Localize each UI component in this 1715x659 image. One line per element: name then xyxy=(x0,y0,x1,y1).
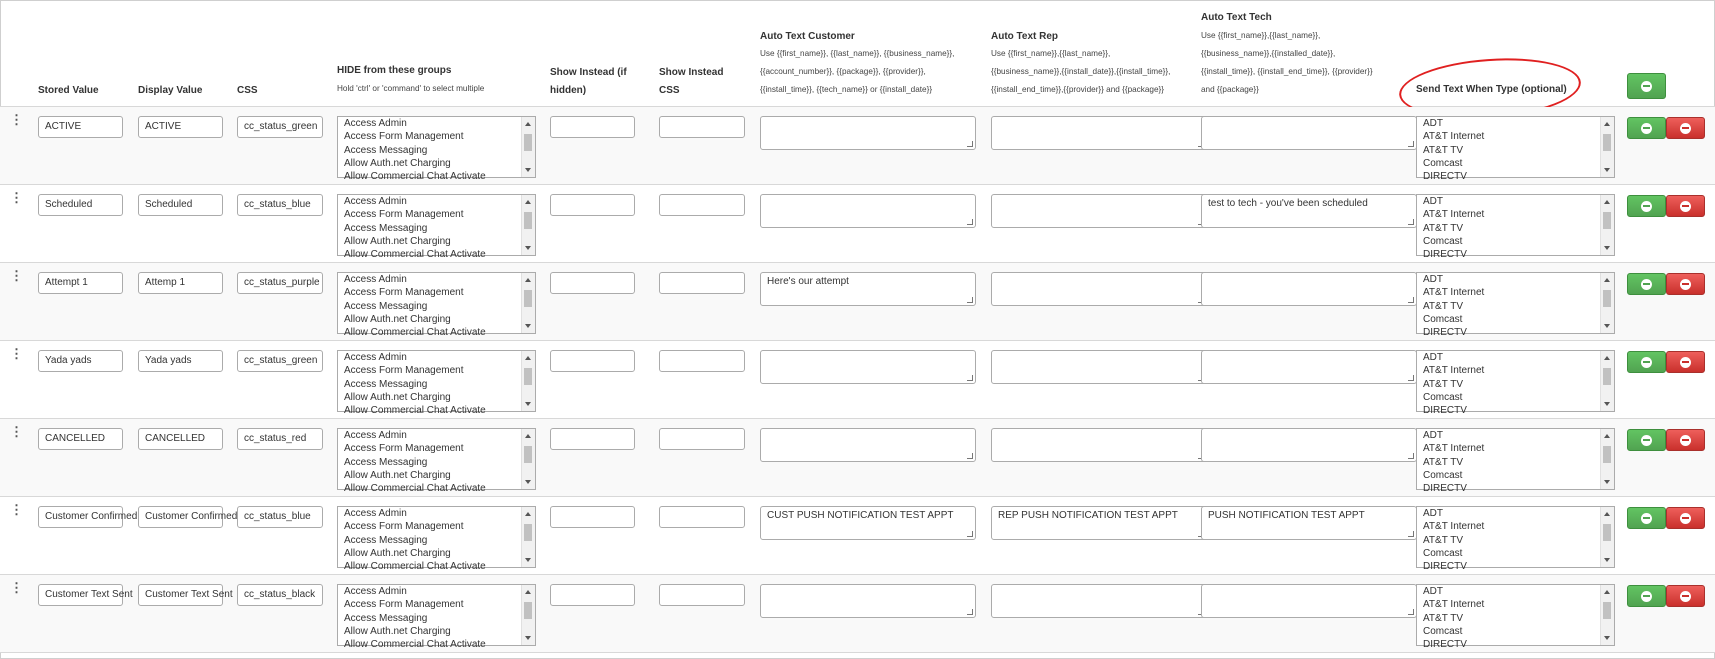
css-class-input[interactable]: cc_status_black xyxy=(237,584,323,606)
scroll-thumb[interactable] xyxy=(1603,212,1611,229)
scroll-thumb[interactable] xyxy=(524,524,532,541)
header-auto-customer-note-1: Use {{first_name}}, {{last_name}}, {{business_name}}, xyxy=(760,49,955,58)
table-row xyxy=(0,497,1715,575)
send-text-type-select[interactable] xyxy=(1416,350,1615,417)
type-option[interactable]: Comcast xyxy=(1423,625,1463,637)
group-option[interactable]: Allow Auth.net Charging xyxy=(344,547,451,559)
minus-circle-icon xyxy=(1641,81,1652,92)
header-auto-tech-note-2: {{business_name}},{{installed_date}}, xyxy=(1201,49,1336,58)
stored-value-input[interactable]: ACTIVE xyxy=(38,116,123,138)
type-option[interactable]: AT&T TV xyxy=(1423,612,1464,624)
scroll-thumb[interactable] xyxy=(1603,524,1611,541)
show-instead-css-input[interactable] xyxy=(659,272,745,294)
type-option[interactable]: Comcast xyxy=(1423,235,1463,247)
scroll-up-icon[interactable] xyxy=(525,590,531,594)
scroll-up-icon[interactable] xyxy=(1604,122,1610,126)
scroll-down-icon[interactable] xyxy=(525,480,531,484)
scroll-down-icon[interactable] xyxy=(525,246,531,250)
listbox-scrollbar[interactable] xyxy=(521,117,535,177)
type-option[interactable]: ADT xyxy=(1423,586,1443,597)
group-option[interactable]: Allow Commercial Chat Activate xyxy=(344,327,486,339)
scroll-up-icon[interactable] xyxy=(525,356,531,360)
listbox-scrollbar[interactable] xyxy=(521,585,535,645)
header-send-text-type: Send Text When Type (optional) xyxy=(1416,84,1567,95)
minus-circle-icon xyxy=(1680,435,1691,446)
stored-value-input[interactable]: Scheduled xyxy=(38,194,123,216)
scroll-down-icon[interactable] xyxy=(1604,168,1610,172)
show-instead-css-input[interactable] xyxy=(659,428,745,450)
row-add-button[interactable] xyxy=(1627,585,1666,607)
type-option[interactable]: AT&T TV xyxy=(1423,378,1464,390)
group-option[interactable]: Allow Auth.net Charging xyxy=(344,157,451,169)
auto-text-rep-textarea[interactable] xyxy=(991,584,1207,618)
type-option[interactable]: AT&T Internet xyxy=(1423,365,1485,377)
hide-groups-select[interactable] xyxy=(337,584,536,651)
auto-text-tech-textarea[interactable] xyxy=(1201,584,1417,618)
group-option[interactable]: Access Messaging xyxy=(344,144,428,156)
type-option[interactable]: AT&T Internet xyxy=(1423,131,1485,143)
scroll-up-icon[interactable] xyxy=(1604,590,1610,594)
header-auto-rep-note-3: {{install_end_time}},{{provider}} and {{package}} xyxy=(991,85,1165,94)
group-option[interactable]: Access Form Management xyxy=(344,131,464,143)
scroll-thumb[interactable] xyxy=(524,134,532,151)
group-option[interactable]: Access Admin xyxy=(344,196,407,207)
table-row xyxy=(0,263,1715,341)
show-instead-input[interactable] xyxy=(550,272,635,294)
group-option[interactable]: Access Form Management xyxy=(344,365,464,377)
type-option[interactable]: AT&T TV xyxy=(1423,144,1464,156)
scroll-down-icon[interactable] xyxy=(1604,324,1610,328)
group-option[interactable]: Allow Commercial Chat Activate xyxy=(344,483,486,495)
group-option[interactable]: Access Messaging xyxy=(344,222,428,234)
scroll-down-icon[interactable] xyxy=(1604,246,1610,250)
show-instead-input[interactable] xyxy=(550,428,635,450)
scroll-up-icon[interactable] xyxy=(525,122,531,126)
scroll-up-icon[interactable] xyxy=(525,512,531,516)
listbox-scrollbar[interactable] xyxy=(521,429,535,489)
minus-circle-icon xyxy=(1641,513,1652,524)
show-instead-input[interactable] xyxy=(550,350,635,372)
auto-text-rep-textarea[interactable] xyxy=(991,194,1207,228)
table-row xyxy=(0,107,1715,185)
row-add-button[interactable] xyxy=(1627,429,1666,451)
type-option[interactable]: DIRECTV xyxy=(1423,561,1467,573)
group-option[interactable]: Access Admin xyxy=(344,430,407,441)
scroll-down-icon[interactable] xyxy=(1604,636,1610,640)
group-option[interactable]: Allow Auth.net Charging xyxy=(344,469,451,481)
group-option[interactable]: Access Form Management xyxy=(344,599,464,611)
hide-groups-select[interactable] xyxy=(337,194,536,261)
minus-circle-icon xyxy=(1641,279,1652,290)
minus-circle-icon xyxy=(1680,123,1691,134)
group-option[interactable]: Access Form Management xyxy=(344,287,464,299)
minus-circle-icon xyxy=(1680,591,1691,602)
group-option[interactable]: Access Messaging xyxy=(344,456,428,468)
hide-groups-select[interactable] xyxy=(337,272,536,339)
row-remove-button[interactable] xyxy=(1666,195,1705,217)
auto-text-tech-textarea[interactable] xyxy=(1201,428,1417,462)
group-option[interactable]: Allow Auth.net Charging xyxy=(344,391,451,403)
row-remove-button[interactable] xyxy=(1666,585,1705,607)
group-option[interactable]: Allow Commercial Chat Activate xyxy=(344,405,486,417)
auto-text-tech-textarea[interactable] xyxy=(1201,272,1417,306)
auto-text-customer-textarea[interactable]: Here's our attempt xyxy=(760,272,976,306)
scroll-up-icon[interactable] xyxy=(1604,512,1610,516)
header-show-instead-css-l2: CSS xyxy=(659,85,680,96)
type-option[interactable]: AT&T TV xyxy=(1423,534,1464,546)
type-option[interactable]: ADT xyxy=(1423,508,1443,519)
type-option[interactable]: DIRECTV xyxy=(1423,327,1467,339)
auto-text-tech-textarea[interactable]: test to tech - you've been scheduled xyxy=(1201,194,1417,228)
drag-handle-icon[interactable]: ⋮ xyxy=(10,346,23,361)
scroll-thumb[interactable] xyxy=(524,446,532,463)
type-option[interactable]: AT&T TV xyxy=(1423,456,1464,468)
listbox-scrollbar[interactable] xyxy=(521,273,535,333)
stored-value-input[interactable]: Attempt 1 xyxy=(38,272,123,294)
row-remove-button[interactable] xyxy=(1666,507,1705,529)
listbox-scrollbar[interactable] xyxy=(1600,117,1614,177)
scroll-down-icon[interactable] xyxy=(525,168,531,172)
auto-text-customer-textarea[interactable] xyxy=(760,584,976,618)
scroll-down-icon[interactable] xyxy=(525,558,531,562)
scroll-up-icon[interactable] xyxy=(525,200,531,204)
show-instead-css-input[interactable] xyxy=(659,116,745,138)
header-auto-rep-note-1: Use {{first_name}},{{last_name}}, xyxy=(991,49,1111,58)
table-row xyxy=(0,185,1715,263)
table-row xyxy=(0,419,1715,497)
type-option[interactable]: DIRECTV xyxy=(1423,405,1467,417)
scroll-up-icon[interactable] xyxy=(1604,356,1610,360)
group-option[interactable]: Allow Auth.net Charging xyxy=(344,313,451,325)
group-option[interactable]: Access Form Management xyxy=(344,209,464,221)
css-class-input[interactable]: cc_status_green xyxy=(237,350,323,372)
table-row xyxy=(0,575,1715,653)
send-text-type-select[interactable] xyxy=(1416,194,1615,261)
type-option[interactable]: DIRECTV xyxy=(1423,249,1467,261)
scroll-thumb[interactable] xyxy=(524,212,532,229)
type-option[interactable]: AT&T Internet xyxy=(1423,209,1485,221)
scroll-thumb[interactable] xyxy=(524,602,532,619)
send-text-type-select[interactable] xyxy=(1416,116,1615,183)
auto-text-rep-textarea[interactable] xyxy=(991,116,1207,150)
group-option[interactable]: Access Admin xyxy=(344,274,407,285)
stored-value-input[interactable]: Yada yads xyxy=(38,350,123,372)
group-option[interactable]: Access Messaging xyxy=(344,534,428,546)
minus-circle-icon xyxy=(1680,201,1691,212)
row-remove-button[interactable] xyxy=(1666,273,1705,295)
listbox-scrollbar[interactable] xyxy=(1600,507,1614,567)
type-option[interactable]: DIRECTV xyxy=(1423,483,1467,495)
header-auto-tech-note-1: Use {{first_name}},{{last_name}}, xyxy=(1201,31,1321,40)
header-show-instead-l2: hidden) xyxy=(550,85,587,96)
hide-groups-select[interactable] xyxy=(337,428,536,495)
show-instead-css-input[interactable] xyxy=(659,506,745,528)
header-auto-tech-note-4: and {{package}} xyxy=(1201,85,1259,94)
header-show-instead-css-l1: Show Instead xyxy=(659,67,724,78)
display-value-input[interactable]: Attemp 1 xyxy=(138,272,223,294)
hide-groups-select[interactable] xyxy=(337,350,536,417)
type-option[interactable]: Comcast xyxy=(1423,313,1463,325)
header-auto-rep-note-2: {{business_name}},{{install_date}},{{install_time}}, xyxy=(991,67,1171,76)
header-add-button[interactable] xyxy=(1627,73,1666,99)
type-option[interactable]: DIRECTV xyxy=(1423,639,1467,651)
drag-handle-icon[interactable]: ⋮ xyxy=(10,190,23,205)
listbox-scrollbar[interactable] xyxy=(521,507,535,567)
minus-circle-icon xyxy=(1680,513,1691,524)
auto-text-rep-textarea[interactable]: REP PUSH NOTIFICATION TEST APPT xyxy=(991,506,1207,540)
group-option[interactable]: Allow Commercial Chat Activate xyxy=(344,249,486,261)
display-value-input[interactable]: CANCELLED xyxy=(138,428,223,450)
show-instead-input[interactable] xyxy=(550,506,635,528)
type-option[interactable]: AT&T TV xyxy=(1423,300,1464,312)
scroll-up-icon[interactable] xyxy=(525,278,531,282)
minus-circle-icon xyxy=(1641,591,1652,602)
minus-circle-icon xyxy=(1641,123,1652,134)
row-add-button[interactable] xyxy=(1627,507,1666,529)
scroll-down-icon[interactable] xyxy=(1604,558,1610,562)
scroll-up-icon[interactable] xyxy=(1604,278,1610,282)
header-auto-customer-note-3: {{install_time}}, {{tech_name}} or {{install_date}} xyxy=(760,85,933,94)
scroll-thumb[interactable] xyxy=(1603,368,1611,385)
header-auto-customer-note-2: {{account_number}}, {{package}}, {{provider}}, xyxy=(760,67,926,76)
header-auto-text-tech: Auto Text Tech xyxy=(1201,12,1272,23)
type-option[interactable]: ADT xyxy=(1423,274,1443,285)
row-add-button[interactable] xyxy=(1627,117,1666,139)
send-text-type-select[interactable] xyxy=(1416,584,1615,651)
stored-value-input[interactable]: Customer Text Sent xyxy=(38,584,123,606)
group-option[interactable]: Allow Commercial Chat Activate xyxy=(344,639,486,651)
auto-text-customer-textarea[interactable] xyxy=(760,194,976,228)
show-instead-input[interactable] xyxy=(550,584,635,606)
scroll-thumb[interactable] xyxy=(524,290,532,307)
css-class-input[interactable]: cc_status_red xyxy=(237,428,323,450)
auto-text-customer-textarea[interactable] xyxy=(760,350,976,384)
header-show-instead-l1: Show Instead (if xyxy=(550,67,627,78)
css-class-input[interactable]: cc_status_purple xyxy=(237,272,323,294)
type-option[interactable]: AT&T Internet xyxy=(1423,599,1485,611)
scroll-thumb[interactable] xyxy=(1603,134,1611,151)
group-option[interactable]: Access Admin xyxy=(344,586,407,597)
row-add-button[interactable] xyxy=(1627,273,1666,295)
header-css: CSS xyxy=(237,85,258,96)
send-text-type-select[interactable] xyxy=(1416,506,1615,573)
group-option[interactable]: Access Messaging xyxy=(344,300,428,312)
group-option[interactable]: Access Form Management xyxy=(344,521,464,533)
hide-groups-select[interactable] xyxy=(337,116,536,183)
show-instead-css-input[interactable] xyxy=(659,194,745,216)
display-value-input[interactable]: Scheduled xyxy=(138,194,223,216)
group-option[interactable]: Access Form Management xyxy=(344,443,464,455)
stored-value-input[interactable]: CANCELLED xyxy=(38,428,123,450)
group-option[interactable]: Allow Auth.net Charging xyxy=(344,625,451,637)
group-option[interactable]: Access Admin xyxy=(344,508,407,519)
hide-groups-select[interactable] xyxy=(337,506,536,573)
type-option[interactable]: AT&T TV xyxy=(1423,222,1464,234)
row-add-button[interactable] xyxy=(1627,351,1666,373)
drag-handle-icon[interactable]: ⋮ xyxy=(10,502,23,517)
scroll-down-icon[interactable] xyxy=(525,324,531,328)
show-instead-css-input[interactable] xyxy=(659,584,745,606)
drag-handle-icon[interactable]: ⋮ xyxy=(10,268,23,283)
group-option[interactable]: Access Admin xyxy=(344,352,407,363)
header-stored-value: Stored Value xyxy=(38,85,99,96)
scroll-down-icon[interactable] xyxy=(1604,402,1610,406)
type-option[interactable]: Comcast xyxy=(1423,391,1463,403)
header-auto-text-customer: Auto Text Customer xyxy=(760,31,855,42)
auto-text-rep-textarea[interactable] xyxy=(991,428,1207,462)
auto-text-rep-textarea[interactable] xyxy=(991,350,1207,384)
listbox-scrollbar[interactable] xyxy=(1600,195,1614,255)
scroll-down-icon[interactable] xyxy=(1604,480,1610,484)
type-option[interactable]: ADT xyxy=(1423,196,1443,207)
display-value-input[interactable]: Yada yads xyxy=(138,350,223,372)
scroll-thumb[interactable] xyxy=(1603,290,1611,307)
send-text-type-select[interactable] xyxy=(1416,428,1615,495)
group-option[interactable]: Allow Commercial Chat Activate xyxy=(344,171,486,183)
auto-text-customer-textarea[interactable] xyxy=(760,116,976,150)
header-auto-text-rep: Auto Text Rep xyxy=(991,31,1059,42)
css-class-input[interactable]: cc_status_blue xyxy=(237,506,323,528)
listbox-scrollbar[interactable] xyxy=(1600,273,1614,333)
type-option[interactable]: ADT xyxy=(1423,118,1443,129)
listbox-scrollbar[interactable] xyxy=(521,195,535,255)
scroll-up-icon[interactable] xyxy=(1604,200,1610,204)
type-option[interactable]: AT&T Internet xyxy=(1423,443,1485,455)
stored-value-input[interactable]: Customer Confirmed xyxy=(38,506,123,528)
table-row xyxy=(0,341,1715,419)
group-option[interactable]: Allow Auth.net Charging xyxy=(344,235,451,247)
minus-circle-icon xyxy=(1641,201,1652,212)
group-option[interactable]: Access Admin xyxy=(344,118,407,129)
show-instead-input[interactable] xyxy=(550,194,635,216)
group-option[interactable]: Allow Commercial Chat Activate xyxy=(344,561,486,573)
header-hide-groups: HIDE from these groups xyxy=(337,65,452,76)
css-class-input[interactable]: cc_status_green xyxy=(237,116,323,138)
minus-circle-icon xyxy=(1680,279,1691,290)
auto-text-tech-textarea[interactable] xyxy=(1201,350,1417,384)
scroll-down-icon[interactable] xyxy=(525,636,531,640)
table-header xyxy=(0,0,1715,107)
auto-text-customer-textarea[interactable]: CUST PUSH NOTIFICATION TEST APPT xyxy=(760,506,976,540)
header-hide-groups-note: Hold 'ctrl' or 'command' to select multiple xyxy=(337,84,485,93)
scroll-up-icon[interactable] xyxy=(1604,434,1610,438)
type-option[interactable]: ADT xyxy=(1423,352,1443,363)
minus-circle-icon xyxy=(1680,357,1691,368)
scroll-thumb[interactable] xyxy=(1603,602,1611,619)
display-value-input[interactable]: Customer Confirmed xyxy=(138,506,223,528)
row-add-button[interactable] xyxy=(1627,195,1666,217)
minus-circle-icon xyxy=(1641,435,1652,446)
group-option[interactable]: Access Messaging xyxy=(344,378,428,390)
display-value-input[interactable]: Customer Text Sent xyxy=(138,584,223,606)
listbox-scrollbar[interactable] xyxy=(1600,585,1614,645)
listbox-scrollbar[interactable] xyxy=(1600,351,1614,411)
type-option[interactable]: AT&T Internet xyxy=(1423,287,1485,299)
scroll-thumb[interactable] xyxy=(1603,446,1611,463)
send-text-type-select[interactable] xyxy=(1416,272,1615,339)
listbox-scrollbar[interactable] xyxy=(521,351,535,411)
show-instead-css-input[interactable] xyxy=(659,350,745,372)
header-auto-tech-note-3: {{install_time}}, {{install_end_time}}, {{provider}} xyxy=(1201,67,1373,76)
listbox-scrollbar[interactable] xyxy=(1600,429,1614,489)
drag-handle-icon[interactable]: ⋮ xyxy=(10,424,23,439)
auto-text-rep-textarea[interactable] xyxy=(991,272,1207,306)
drag-handle-icon[interactable]: ⋮ xyxy=(10,580,23,595)
scroll-up-icon[interactable] xyxy=(525,434,531,438)
drag-handle-icon[interactable]: ⋮ xyxy=(10,112,23,127)
row-remove-button[interactable] xyxy=(1666,351,1705,373)
group-option[interactable]: Access Messaging xyxy=(344,612,428,624)
header-display-value: Display Value xyxy=(138,85,203,96)
type-option[interactable]: DIRECTV xyxy=(1423,171,1467,183)
auto-text-tech-textarea[interactable]: PUSH NOTIFICATION TEST APPT xyxy=(1201,506,1417,540)
css-class-input[interactable]: cc_status_blue xyxy=(237,194,323,216)
type-option[interactable]: Comcast xyxy=(1423,157,1463,169)
minus-circle-icon xyxy=(1641,357,1652,368)
row-remove-button[interactable] xyxy=(1666,117,1705,139)
type-option[interactable]: Comcast xyxy=(1423,469,1463,481)
display-value-input[interactable]: ACTIVE xyxy=(138,116,223,138)
type-option[interactable]: ADT xyxy=(1423,430,1443,441)
type-option[interactable]: Comcast xyxy=(1423,547,1463,559)
scroll-down-icon[interactable] xyxy=(525,402,531,406)
scroll-thumb[interactable] xyxy=(524,368,532,385)
auto-text-customer-textarea[interactable] xyxy=(760,428,976,462)
auto-text-tech-textarea[interactable] xyxy=(1201,116,1417,150)
type-option[interactable]: AT&T Internet xyxy=(1423,521,1485,533)
show-instead-input[interactable] xyxy=(550,116,635,138)
row-remove-button[interactable] xyxy=(1666,429,1705,451)
